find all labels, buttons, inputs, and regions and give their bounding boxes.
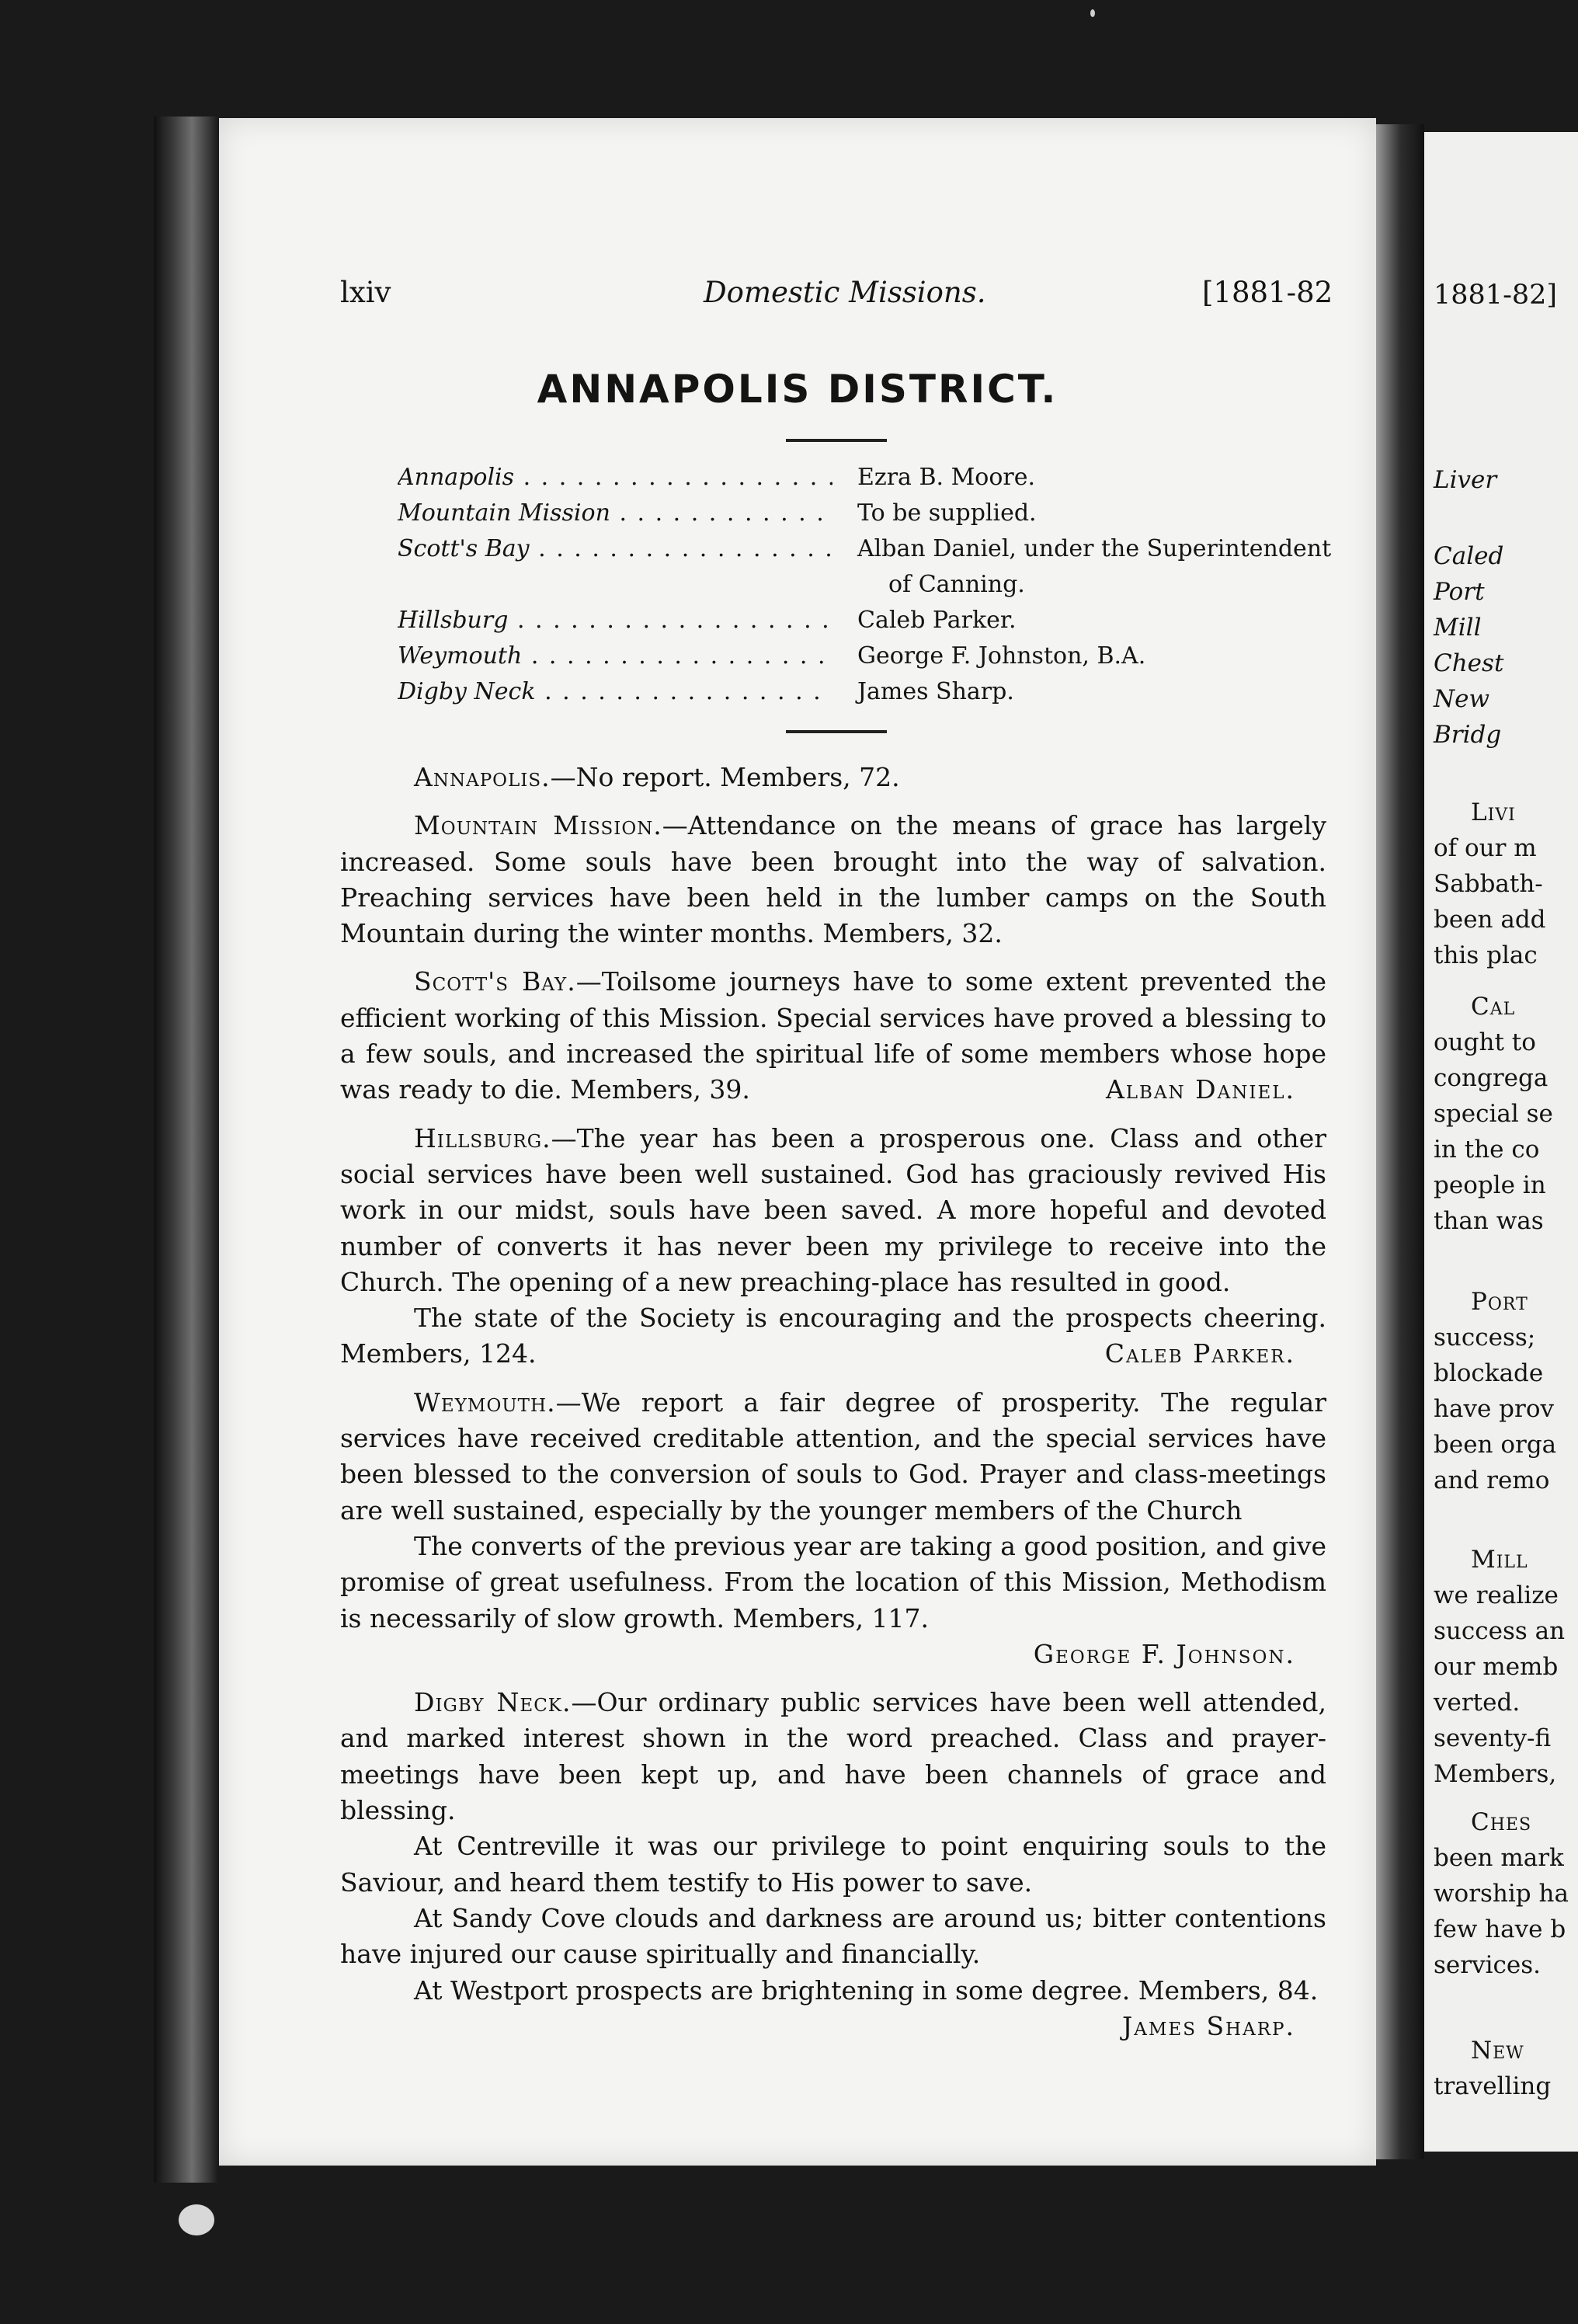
facing-line: and remo xyxy=(1434,1466,1550,1494)
report-paragraph xyxy=(340,1973,1326,2041)
report-text: The converts of the previous year are taking a good position, and give promise of great usefulness. From the location of this Mission, Methodism is necessarily of slow growth. Members, 117. xyxy=(340,1530,1326,1633)
appointment-minister: George F. Johnston, B.A. xyxy=(857,642,1146,670)
facing-line: we realize xyxy=(1434,1581,1559,1609)
report-signature: Caleb Parker. xyxy=(1104,1338,1295,1369)
running-title: Domestic Missions. xyxy=(704,276,986,309)
appointment-minister: James Sharp. xyxy=(857,678,1014,705)
book-spine xyxy=(154,117,217,2183)
report-paragraph xyxy=(340,1828,1326,1901)
appointment-minister: To be supplied. xyxy=(857,499,1037,527)
facing-line: Cal xyxy=(1471,993,1516,1021)
facing-line: been add xyxy=(1434,906,1546,934)
report-heading: Hillsburg. xyxy=(414,1122,551,1153)
report-text: At Sandy Cove clouds and darkness are around us; bitter contentions have injured our cause spiritually and financially. xyxy=(340,1902,1326,1970)
report-annapolis xyxy=(340,760,1326,795)
report-text: —Toilsome journeys have to some extent prevented the efficient working of this Mission. Special services have proved a blessing to a few souls, and increased the spiritual life of some members whose hope was ready to die. Members, 39. xyxy=(340,966,1327,1105)
appointment-place: Scott's Bay . . . xyxy=(398,531,832,567)
appointment-minister-cont: of Canning. xyxy=(888,571,1025,598)
facing-line: of our m xyxy=(1434,834,1537,862)
facing-line: Bridg xyxy=(1434,721,1502,749)
report-heading: Mountain Mission. xyxy=(414,810,662,841)
facing-line: people in xyxy=(1434,1171,1546,1199)
report-text: The state of the Society is encouraging and the prospects cheering. Members, 124. xyxy=(340,1303,1326,1369)
film-speck xyxy=(1090,9,1095,17)
appointment-place: Mountain Mission . . . xyxy=(398,496,832,531)
facing-line: Sabbath- xyxy=(1434,870,1543,898)
report-text: —Our ordinary public services have been well attended, and marked interest shown in the word preached. Class and prayer-meetings have been kept up, and have been channels of grace and blessing. xyxy=(340,1687,1326,1826)
report-heading: Digby Neck. xyxy=(414,1687,572,1718)
report-mountain xyxy=(340,808,1326,952)
report-text: At Centreville it was our privilege to point enquiring souls to the Saviour, and heard them testify to His power to save. xyxy=(340,1831,1326,1898)
page-number: lxiv xyxy=(340,276,391,309)
divider xyxy=(786,439,887,442)
facing-line: than was xyxy=(1434,1207,1544,1235)
report-body xyxy=(340,760,1326,2044)
facing-line: verted. xyxy=(1434,1689,1521,1717)
page-gutter xyxy=(1376,124,1424,2159)
appointment-place: Annapolis . . . xyxy=(398,460,832,496)
facing-line: Port xyxy=(1434,578,1485,606)
facing-line: New xyxy=(1434,685,1490,713)
facing-line: few have b xyxy=(1434,1915,1566,1943)
report-signature: James Sharp. xyxy=(1122,2010,1295,2041)
facing-line: in the co xyxy=(1434,1136,1540,1164)
facing-line: success an xyxy=(1434,1617,1566,1645)
divider xyxy=(786,730,887,733)
report-heading: Weymouth. xyxy=(414,1386,556,1418)
header-year: [1881-82 xyxy=(1202,276,1333,309)
facing-line: services. xyxy=(1434,1951,1541,1979)
facing-line: ought to xyxy=(1434,1028,1536,1056)
report-weymouth xyxy=(340,1385,1326,1529)
facing-line: congrega xyxy=(1434,1064,1548,1092)
facing-line: travelling xyxy=(1434,2072,1552,2100)
report-heading: Annapolis. xyxy=(414,762,551,792)
report-signature: George F. Johnson. xyxy=(1033,1638,1295,1669)
facing-header-year: 1881-82] xyxy=(1434,280,1558,311)
report-scotts-bay xyxy=(340,964,1326,1108)
facing-line: blockade xyxy=(1434,1359,1544,1387)
facing-page xyxy=(1424,132,1578,2152)
facing-line: worship ha xyxy=(1434,1880,1569,1908)
report-paragraph xyxy=(340,1529,1326,1637)
film-speck xyxy=(179,2204,214,2235)
facing-line: New xyxy=(1471,2037,1524,2065)
facing-line: our memb xyxy=(1434,1653,1559,1681)
facing-line: Port xyxy=(1471,1288,1528,1316)
facing-line: Livi xyxy=(1471,798,1516,826)
facing-line: Chest xyxy=(1434,649,1504,677)
facing-line: Ches xyxy=(1471,1808,1532,1836)
facing-line: success; xyxy=(1434,1324,1536,1352)
facing-line: been mark xyxy=(1434,1844,1564,1872)
facing-line: Mill xyxy=(1434,614,1482,642)
appointment-minister: Alban Daniel, under the Superintendent xyxy=(857,535,1332,562)
report-hillsburg xyxy=(340,1121,1326,1300)
report-text: —We report a fair degree of prosperity. The regular services have received creditable attention, and the special services have been blessed to the conversion of souls to God. Prayer and class-meetings are well sustained, especially by the younger members of the Church xyxy=(340,1386,1326,1526)
appointment-place: Digby Neck . . . xyxy=(398,674,832,710)
report-digby-neck xyxy=(340,1685,1326,1828)
facing-line: Liver xyxy=(1434,466,1497,494)
report-text: —Attendance on the means of grace has largely increased. Some souls have been brought into the way of salvation. Preaching services have been held in the lumber camps on the South Mountain during the winter months. Members, 32. xyxy=(340,810,1326,949)
facing-line: Members, xyxy=(1434,1760,1557,1788)
report-text: —No report. Members, 72. xyxy=(550,762,900,792)
facing-line: this plac xyxy=(1434,941,1538,969)
appointment-place: Weymouth . . . xyxy=(398,638,832,674)
report-paragraph xyxy=(340,1901,1326,1973)
report-signature: Alban Daniel. xyxy=(1105,1074,1295,1105)
facing-line: been orga xyxy=(1434,1431,1557,1459)
facing-line: have prov xyxy=(1434,1395,1554,1423)
appointment-minister: Ezra B. Moore. xyxy=(857,464,1036,491)
facing-line: special se xyxy=(1434,1100,1553,1128)
facing-line: seventy-fi xyxy=(1434,1724,1552,1752)
report-heading: Scott's Bay. xyxy=(414,966,576,997)
report-text: At Westport prospects are brightening in some degree. Members, 84. xyxy=(414,1974,1319,2006)
report-text: —The year has been a prosperous one. Class and other social services have been well sustained. God has graciously revived His work in our midst, souls have been saved. A more hopeful and devoted number of converts it has never been my privilege to receive into the Church. The opening of a new preaching-place has resulted in good. xyxy=(340,1122,1326,1297)
appointment-minister: Caleb Parker. xyxy=(857,607,1017,634)
facing-line: Mill xyxy=(1471,1546,1528,1574)
appointment-place: Hillsburg . . . xyxy=(398,603,832,638)
report-paragraph xyxy=(340,1300,1326,1372)
facing-line: Caled xyxy=(1434,542,1504,570)
page-title: ANNAPOLIS DISTRICT. xyxy=(537,367,1058,412)
